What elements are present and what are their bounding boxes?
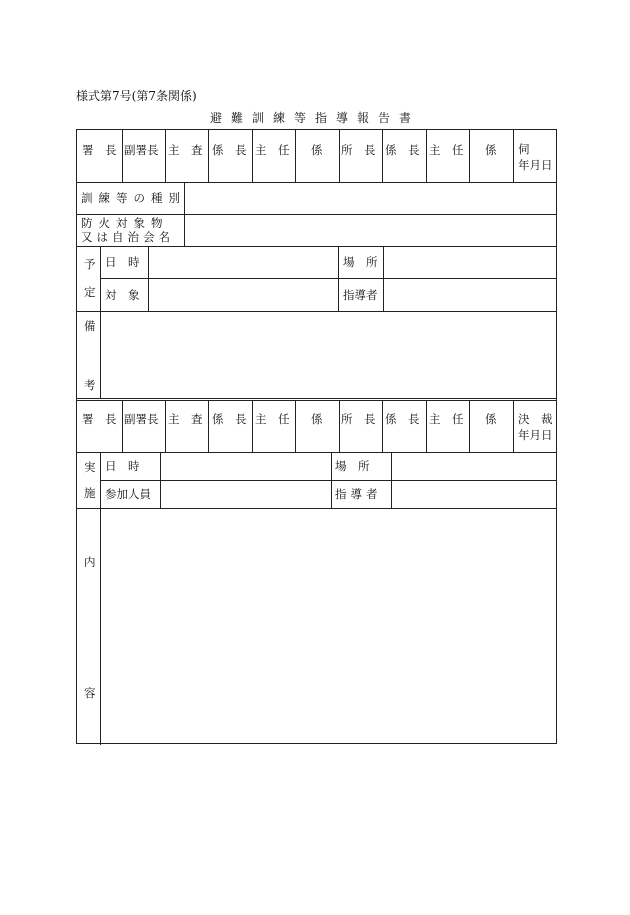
target-label-line1: 防火対象物 [81, 216, 169, 230]
remarks-side-label-2: 考 [84, 378, 96, 392]
approval-date-label: 年月日 [518, 428, 553, 442]
target-name-field[interactable] [185, 215, 557, 246]
planned-side-label-1: 予 [84, 257, 96, 271]
actual-place-label: 場 所 [335, 459, 370, 473]
approval-staff-2: 係 [485, 143, 497, 157]
planned-date-label: 日 時 [105, 255, 140, 269]
approval-office-head: 所 長 [341, 412, 376, 426]
approval-senior-staff: 主 任 [255, 143, 290, 157]
approval-senior-staff: 主 任 [255, 412, 290, 426]
planned-instructor-label: 指導者 [343, 288, 378, 302]
approval-deputy-chief: 副署長 [124, 412, 159, 426]
report-form [76, 129, 557, 744]
approval-staff: 係 [311, 412, 323, 426]
planned-side-label-2: 定 [84, 285, 96, 299]
planned-subject-field[interactable] [149, 279, 338, 311]
training-type-field[interactable] [185, 183, 557, 214]
approval-date-label: 年月日 [518, 158, 553, 172]
approval-section-head: 係 長 [212, 412, 247, 426]
remarks-side-label-1: 備 [84, 319, 96, 333]
approval-inquiry-label: 伺 [518, 142, 530, 156]
approval-deputy-chief: 副署長 [124, 143, 159, 157]
approval-chief: 署 長 [82, 412, 117, 426]
form-id: 様式第7号(第7条関係) [76, 89, 197, 103]
approval-senior-staff-2: 主 任 [429, 143, 464, 157]
approval-chief: 署 長 [82, 143, 117, 157]
planned-instructor-field[interactable] [384, 279, 557, 311]
training-type-label: 訓練等の種別 [81, 191, 186, 205]
actual-side-label-1: 実 [84, 460, 96, 474]
planned-place-field[interactable] [384, 247, 557, 278]
document-title: 避難訓練等指導報告書 [209, 111, 420, 125]
remarks-field[interactable] [101, 312, 557, 398]
approval-decision-label: 決 裁 [518, 412, 553, 426]
approval-section-head-2: 係 長 [385, 143, 420, 157]
approval-staff: 係 [311, 143, 323, 157]
section-divider [77, 398, 556, 401]
actual-participants-label: 参加人員 [105, 487, 151, 501]
approval-senior-staff-2: 主 任 [429, 412, 464, 426]
approval-section-head-2: 係 長 [385, 412, 420, 426]
content-side-label-2: 容 [84, 686, 96, 700]
approval-staff-2: 係 [485, 412, 497, 426]
actual-instructor-field[interactable] [392, 481, 557, 508]
approval-inspector: 主 査 [168, 412, 203, 426]
planned-date-field[interactable] [149, 247, 338, 278]
approval-inspector: 主 査 [168, 143, 203, 157]
actual-participants-field[interactable] [161, 481, 331, 508]
actual-instructor-label: 指導者 [335, 487, 382, 501]
actual-date-label: 日 時 [105, 459, 140, 473]
approval-office-head: 所 長 [341, 143, 376, 157]
target-label-line2: 又は自治会名 [81, 230, 174, 244]
actual-side-label-2: 施 [84, 486, 96, 500]
planned-place-label: 場 所 [343, 255, 378, 269]
actual-place-field[interactable] [392, 453, 557, 480]
planned-subject-label: 対 象 [105, 288, 140, 302]
actual-date-field[interactable] [161, 453, 331, 480]
content-side-label-1: 内 [84, 555, 96, 569]
content-field[interactable] [101, 509, 557, 744]
approval-section-head: 係 長 [212, 143, 247, 157]
